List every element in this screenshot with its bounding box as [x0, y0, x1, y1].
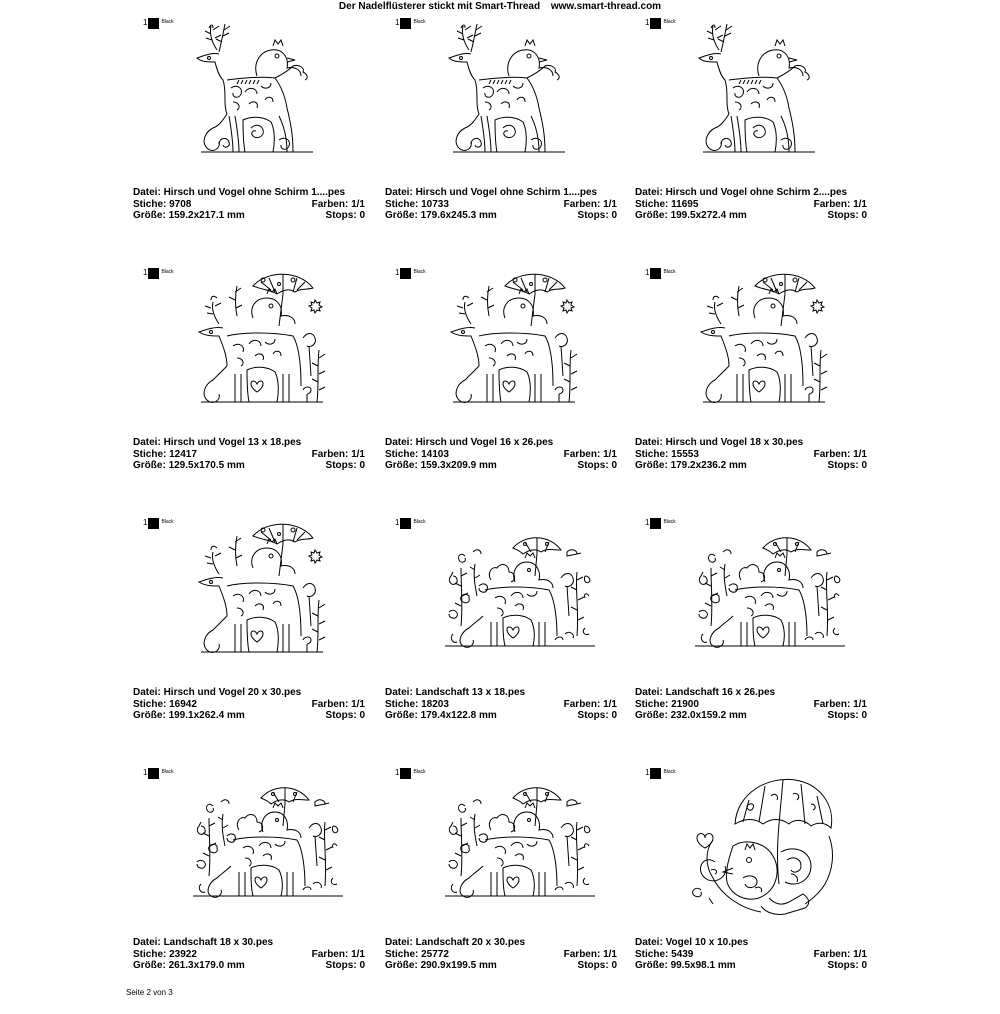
color-name: Black	[663, 269, 676, 275]
color-number: 1	[143, 268, 148, 277]
umbrella-deer-design	[685, 266, 855, 426]
deer-bird-design	[435, 16, 605, 176]
file-label: Datei:	[385, 687, 413, 698]
stitches-label: Stiche:	[635, 698, 669, 710]
size-value: 129.5x170.5 mm	[168, 460, 245, 471]
color-number: 1	[645, 18, 650, 27]
color-box	[148, 268, 159, 279]
stitches-value: 12417	[169, 448, 197, 460]
header-url: www.smart-thread.com	[550, 1, 662, 12]
size-label: Größe:	[635, 460, 668, 471]
file-row	[635, 187, 867, 199]
color-number: 1	[395, 268, 400, 277]
size-value: 179.2x236.2 mm	[670, 460, 747, 471]
size-row	[133, 210, 365, 222]
color-number: 1	[143, 768, 148, 777]
stitches-value: 23922	[169, 948, 197, 960]
file-name: Landschaft 18 x 30.pes	[163, 937, 274, 948]
design-card	[133, 264, 368, 514]
colors-value: 1/1	[351, 948, 365, 960]
color-box	[148, 18, 159, 29]
size-value: 179.6x245.3 mm	[420, 210, 497, 221]
stitches-value: 15553	[671, 448, 699, 460]
colors-label: Farben:	[813, 448, 851, 460]
colors-value: 1/1	[853, 448, 867, 460]
colors-label: Farben:	[563, 948, 601, 960]
file-row	[385, 937, 617, 949]
file-label: Datei:	[385, 437, 413, 448]
design-info	[385, 437, 617, 472]
size-label: Größe:	[133, 210, 166, 221]
design-card	[635, 764, 870, 1014]
stops-label: Stops:	[577, 460, 609, 471]
stitches-value: 9708	[169, 198, 192, 210]
design-info	[385, 187, 617, 222]
colors-value: 1/1	[603, 198, 617, 210]
design-info	[635, 687, 867, 722]
color-number: 1	[395, 768, 400, 777]
stitches-row	[385, 949, 617, 961]
color-swatch	[645, 768, 676, 779]
design-preview	[183, 16, 353, 176]
stitches-row	[133, 199, 365, 211]
file-label: Datei:	[635, 187, 663, 198]
stops-value: 0	[611, 210, 617, 221]
design-card	[133, 764, 368, 1014]
color-box	[650, 768, 661, 779]
stitches-value: 25772	[421, 948, 449, 960]
stitches-row	[385, 199, 617, 211]
file-row	[635, 687, 867, 699]
color-name: Black	[413, 19, 426, 25]
color-name: Black	[413, 269, 426, 275]
stitches-value: 18203	[421, 698, 449, 710]
design-info	[133, 687, 365, 722]
stops-label: Stops:	[325, 460, 357, 471]
file-label: Datei:	[635, 437, 663, 448]
colors-label: Farben:	[311, 948, 349, 960]
file-row	[385, 437, 617, 449]
file-name: Landschaft 13 x 18.pes	[415, 687, 526, 698]
file-row	[385, 687, 617, 699]
size-value: 199.1x262.4 mm	[168, 710, 245, 721]
color-name: Black	[161, 269, 174, 275]
stitches-row	[635, 199, 867, 211]
stops-value: 0	[611, 960, 617, 971]
file-name: Landschaft 16 x 26.pes	[665, 687, 776, 698]
size-value: 99.5x98.1 mm	[670, 960, 736, 971]
color-box	[400, 268, 411, 279]
design-card	[385, 264, 620, 514]
color-swatch	[143, 768, 174, 779]
stops-value: 0	[359, 460, 365, 471]
stops-value: 0	[861, 210, 867, 221]
design-preview	[685, 516, 855, 676]
file-name: Vogel 10 x 10.pes	[665, 937, 749, 948]
file-label: Datei:	[385, 937, 413, 948]
stitches-value: 16942	[169, 698, 197, 710]
size-row	[385, 710, 617, 722]
stitches-label: Stiche:	[133, 948, 167, 960]
color-number: 1	[645, 518, 650, 527]
size-label: Größe:	[385, 210, 418, 221]
color-box	[650, 268, 661, 279]
file-name: Hirsch und Vogel 13 x 18.pes	[163, 437, 302, 448]
design-preview	[183, 766, 353, 926]
colors-value: 1/1	[603, 448, 617, 460]
file-label: Datei:	[385, 187, 413, 198]
stitches-value: 11695	[671, 198, 699, 210]
color-swatch	[645, 18, 676, 29]
design-info	[133, 937, 365, 972]
size-row	[635, 210, 867, 222]
colors-value: 1/1	[351, 698, 365, 710]
color-number: 1	[395, 518, 400, 527]
stops-value: 0	[359, 710, 365, 721]
colors-value: 1/1	[853, 698, 867, 710]
design-info	[385, 687, 617, 722]
colors-label: Farben:	[813, 948, 851, 960]
stitches-row	[635, 449, 867, 461]
color-number: 1	[143, 18, 148, 27]
file-name: Hirsch und Vogel 16 x 26.pes	[415, 437, 554, 448]
stitches-value: 5439	[671, 948, 694, 960]
design-preview	[435, 766, 605, 926]
color-name: Black	[161, 19, 174, 25]
stops-value: 0	[861, 460, 867, 471]
size-label: Größe:	[385, 460, 418, 471]
stitches-label: Stiche:	[133, 698, 167, 710]
file-row	[133, 937, 365, 949]
stops-label: Stops:	[577, 710, 609, 721]
design-card	[635, 264, 870, 514]
design-preview	[183, 266, 353, 426]
color-box	[400, 518, 411, 529]
size-value: 159.2x217.1 mm	[168, 210, 245, 221]
file-row	[635, 937, 867, 949]
color-number: 1	[143, 518, 148, 527]
color-name: Black	[161, 769, 174, 775]
color-swatch	[645, 268, 676, 279]
stops-value: 0	[359, 960, 365, 971]
design-card	[635, 514, 870, 764]
stitches-value: 10733	[421, 198, 449, 210]
size-label: Größe:	[133, 710, 166, 721]
stitches-label: Stiche:	[385, 448, 419, 460]
color-box	[148, 518, 159, 529]
color-name: Black	[663, 19, 676, 25]
size-label: Größe:	[385, 710, 418, 721]
colors-value: 1/1	[351, 198, 365, 210]
design-card	[385, 764, 620, 1014]
color-swatch	[395, 768, 426, 779]
file-row	[385, 187, 617, 199]
color-box	[400, 18, 411, 29]
size-value: 179.4x122.8 mm	[420, 710, 497, 721]
stops-label: Stops:	[325, 960, 357, 971]
file-label: Datei:	[635, 937, 663, 948]
size-row	[133, 710, 365, 722]
size-label: Größe:	[133, 460, 166, 471]
color-name: Black	[161, 519, 174, 525]
stops-value: 0	[359, 210, 365, 221]
bird-umbrella-design	[685, 766, 855, 926]
deer-bird-design	[183, 16, 353, 176]
color-name: Black	[663, 769, 676, 775]
stitches-row	[133, 949, 365, 961]
stops-label: Stops:	[325, 210, 357, 221]
landscape-design	[685, 516, 855, 676]
page-footer: Seite 2 von 3	[126, 988, 173, 997]
size-value: 159.3x209.9 mm	[420, 460, 497, 471]
design-preview	[435, 516, 605, 676]
color-name: Black	[413, 769, 426, 775]
stops-value: 0	[611, 710, 617, 721]
stops-label: Stops:	[577, 210, 609, 221]
color-box	[650, 518, 661, 529]
stitches-row	[385, 699, 617, 711]
file-label: Datei:	[133, 437, 161, 448]
color-swatch	[143, 268, 174, 279]
size-row	[133, 960, 365, 972]
stitches-row	[133, 449, 365, 461]
size-label: Größe:	[635, 710, 668, 721]
colors-label: Farben:	[813, 198, 851, 210]
file-name: Hirsch und Vogel ohne Schirm 2....pes	[665, 187, 848, 198]
umbrella-deer-design	[183, 266, 353, 426]
size-row	[385, 210, 617, 222]
stops-label: Stops:	[827, 710, 859, 721]
design-preview	[685, 766, 855, 926]
colors-label: Farben:	[311, 448, 349, 460]
umbrella-deer-design	[435, 266, 605, 426]
landscape-design	[435, 766, 605, 926]
colors-label: Farben:	[311, 198, 349, 210]
file-row	[635, 437, 867, 449]
design-card	[385, 514, 620, 764]
design-card	[635, 14, 870, 264]
color-number: 1	[645, 768, 650, 777]
file-name: Hirsch und Vogel ohne Schirm 1....pes	[415, 187, 598, 198]
design-info	[385, 937, 617, 972]
stitches-value: 14103	[421, 448, 449, 460]
colors-label: Farben:	[563, 448, 601, 460]
design-card	[133, 14, 368, 264]
file-name: Hirsch und Vogel 18 x 30.pes	[665, 437, 804, 448]
size-label: Größe:	[385, 960, 418, 971]
size-label: Größe:	[133, 960, 166, 971]
stitches-row	[635, 699, 867, 711]
file-label: Datei:	[133, 937, 161, 948]
color-swatch	[645, 518, 676, 529]
file-row	[133, 437, 365, 449]
size-value: 232.0x159.2 mm	[670, 710, 747, 721]
stitches-label: Stiche:	[133, 198, 167, 210]
colors-value: 1/1	[603, 948, 617, 960]
size-value: 261.3x179.0 mm	[168, 960, 245, 971]
stitches-label: Stiche:	[635, 198, 669, 210]
color-name: Black	[413, 519, 426, 525]
design-info	[635, 937, 867, 972]
color-number: 1	[645, 268, 650, 277]
size-row	[635, 960, 867, 972]
stitches-label: Stiche:	[635, 948, 669, 960]
color-name: Black	[663, 519, 676, 525]
colors-value: 1/1	[853, 948, 867, 960]
umbrella-deer-design	[183, 516, 353, 676]
design-card	[385, 14, 620, 264]
file-name: Hirsch und Vogel 20 x 30.pes	[163, 687, 302, 698]
stitches-row	[635, 949, 867, 961]
color-swatch	[395, 18, 426, 29]
file-label: Datei:	[133, 187, 161, 198]
size-row	[635, 710, 867, 722]
color-box	[400, 768, 411, 779]
design-preview	[183, 516, 353, 676]
colors-label: Farben:	[563, 198, 601, 210]
design-preview	[435, 266, 605, 426]
size-row	[635, 460, 867, 472]
stitches-label: Stiche:	[133, 448, 167, 460]
design-info	[635, 187, 867, 222]
stops-value: 0	[861, 710, 867, 721]
design-preview	[685, 16, 855, 176]
design-card	[133, 514, 368, 764]
size-label: Größe:	[635, 210, 668, 221]
landscape-design	[183, 766, 353, 926]
stops-value: 0	[611, 460, 617, 471]
colors-label: Farben:	[813, 698, 851, 710]
design-preview	[435, 16, 605, 176]
size-row	[385, 960, 617, 972]
stitches-value: 21900	[671, 698, 699, 710]
colors-value: 1/1	[853, 198, 867, 210]
color-number: 1	[395, 18, 400, 27]
stops-label: Stops:	[577, 960, 609, 971]
design-info	[133, 187, 365, 222]
size-label: Größe:	[635, 960, 668, 971]
design-info	[635, 437, 867, 472]
design-preview	[685, 266, 855, 426]
color-box	[650, 18, 661, 29]
colors-label: Farben:	[563, 698, 601, 710]
stitches-label: Stiche:	[385, 198, 419, 210]
stitches-row	[385, 449, 617, 461]
stitches-label: Stiche:	[385, 698, 419, 710]
file-label: Datei:	[635, 687, 663, 698]
file-name: Landschaft 20 x 30.pes	[415, 937, 526, 948]
colors-label: Farben:	[311, 698, 349, 710]
file-row	[133, 687, 365, 699]
stitches-label: Stiche:	[385, 948, 419, 960]
color-box	[148, 768, 159, 779]
size-row	[385, 460, 617, 472]
color-swatch	[143, 518, 174, 529]
size-row	[133, 460, 365, 472]
stops-value: 0	[861, 960, 867, 971]
color-swatch	[395, 518, 426, 529]
header-title: Der Nadelflüsterer stickt mit Smart-Thread	[338, 1, 541, 12]
size-value: 290.9x199.5 mm	[420, 960, 497, 971]
stops-label: Stops:	[827, 460, 859, 471]
size-value: 199.5x272.4 mm	[670, 210, 747, 221]
file-label: Datei:	[133, 687, 161, 698]
color-swatch	[143, 18, 174, 29]
stitches-row	[133, 699, 365, 711]
stops-label: Stops:	[827, 960, 859, 971]
page-header	[0, 1, 1000, 12]
file-name: Hirsch und Vogel ohne Schirm 1....pes	[163, 187, 346, 198]
deer-bird-design	[685, 16, 855, 176]
stops-label: Stops:	[325, 710, 357, 721]
file-row	[133, 187, 365, 199]
landscape-design	[435, 516, 605, 676]
colors-value: 1/1	[603, 698, 617, 710]
color-swatch	[395, 268, 426, 279]
design-info	[133, 437, 365, 472]
stitches-label: Stiche:	[635, 448, 669, 460]
stops-label: Stops:	[827, 210, 859, 221]
colors-value: 1/1	[351, 448, 365, 460]
